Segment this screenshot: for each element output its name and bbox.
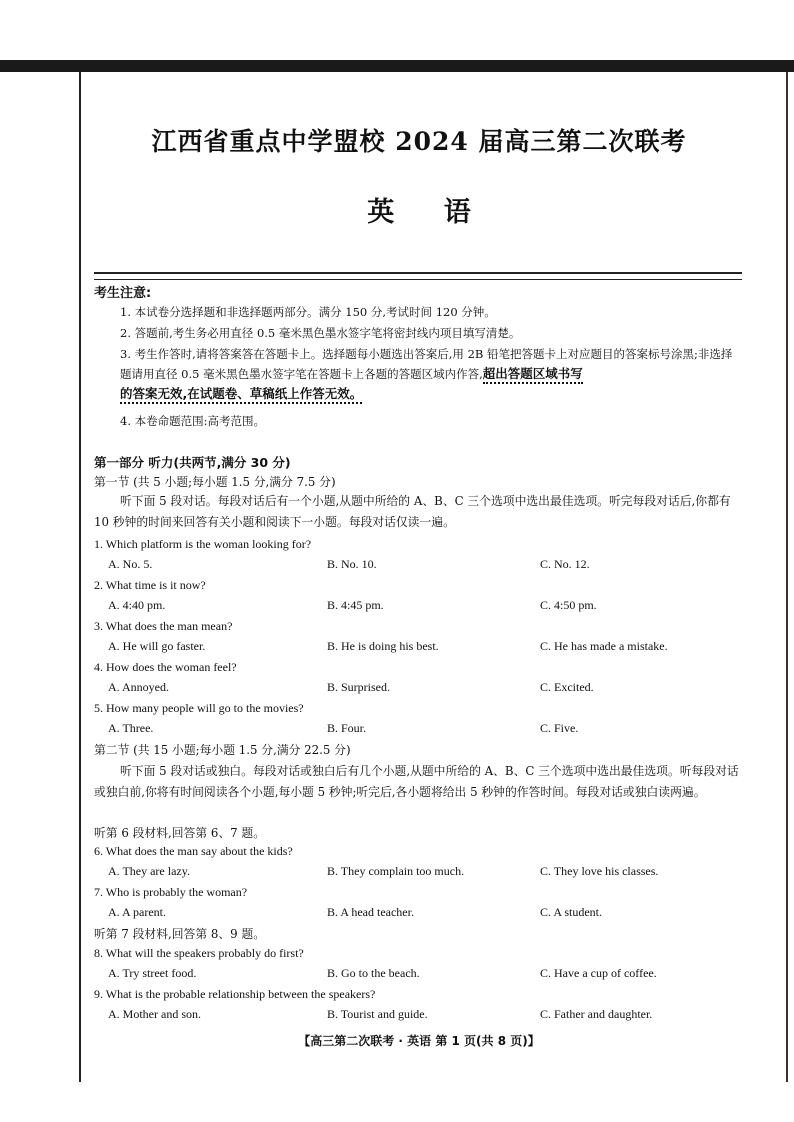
- section1-instructions: 听下面 5 段对话。每段对话后有一个小题,从题中所给的 A、B、C 三个选项中选出最佳选项。听完每段对话后,你都有 10 秒钟的时间来回答有关小题和阅读下一小题。每段对话仅读一遍。: [94, 494, 731, 529]
- notice-warning-2: 的答案无效,在试题卷、草稿纸上作答无效。: [120, 386, 362, 404]
- material-6-note: 听第 6 段材料,回答第 6、7 题。: [94, 826, 266, 840]
- question-7: 7. Who is probably the woman?: [94, 885, 248, 899]
- option-c: C. Father and daughter.: [540, 1007, 653, 1021]
- notice-item-4: 4. 本卷命题范围:高考范围。: [120, 414, 266, 428]
- option-a: A. Mother and son.: [108, 1007, 201, 1021]
- option-b: B. No. 10.: [327, 557, 377, 571]
- option-a: A. Annoyed.: [108, 680, 169, 694]
- option-c: C. No. 12.: [540, 557, 590, 571]
- notice-item-1: 1. 本试卷分选择题和非选择题两部分。满分 150 分,考试时间 120 分钟。: [120, 305, 496, 319]
- part1-heading: 第一部分 听力(共两节,满分 30 分): [94, 455, 291, 470]
- option-b: B. He is doing his best.: [327, 639, 439, 653]
- option-a: A. Three.: [108, 721, 154, 735]
- option-b: B. Tourist and guide.: [327, 1007, 428, 1021]
- question-9: 9. What is the probable relationship between the speakers?: [94, 987, 376, 1001]
- option-c: C. He has made a mistake.: [540, 639, 668, 653]
- option-b: B. Go to the beach.: [327, 966, 420, 980]
- option-a: A. No. 5.: [108, 557, 153, 571]
- option-b: B. They complain too much.: [327, 864, 465, 878]
- exam-title: 江西省重点中学盟校 2024 届高三第二次联考: [151, 127, 687, 156]
- question-5-options: [94, 721, 744, 739]
- question-5: 5. How many people will go to the movies?: [94, 701, 304, 715]
- notice-item-3: [120, 344, 742, 404]
- question-3-options: [94, 639, 744, 657]
- option-b: B. Surprised.: [327, 680, 390, 694]
- question-4-options: [94, 680, 744, 698]
- subject-title: 英 语: [367, 197, 471, 228]
- question-6: 6. What does the man say about the kids?: [94, 844, 293, 858]
- option-a: A. He will go faster.: [108, 639, 206, 653]
- scan-left-border: [79, 72, 81, 1082]
- option-a: A. Try street food.: [108, 966, 197, 980]
- option-a: A. They are lazy.: [108, 864, 190, 878]
- question-8-options: [94, 966, 744, 984]
- option-c: C. Have a cup of coffee.: [540, 966, 657, 980]
- option-a: A. 4:40 pm.: [108, 598, 166, 612]
- option-c: C. Excited.: [540, 680, 594, 694]
- notice-warning-1: 超出答题区域书写: [483, 366, 583, 384]
- question-7-options: [94, 905, 744, 923]
- notice-item-2: 2. 答题前,考生务必用直径 0.5 毫米黑色墨水签字笔将密封线内项目填写清楚。: [120, 326, 521, 340]
- material-7-note: 听第 7 段材料,回答第 8、9 题。: [94, 927, 266, 941]
- question-3: 3. What does the man mean?: [94, 619, 233, 633]
- option-b: B. A head teacher.: [327, 905, 414, 919]
- question-2: 2. What time is it now?: [94, 578, 206, 592]
- section1-heading: 第一节 (共 5 小题;每小题 1.5 分,满分 7.5 分): [94, 475, 336, 489]
- question-2-options: [94, 598, 744, 616]
- option-c: C. They love his classes.: [540, 864, 659, 878]
- section2-instructions: 听下面 5 段对话或独白。每段对话或独白后有几个小题,从题中所给的 A、B、C 三个选项中选出最佳选项。听每段对话或独白前,你将有时间阅读各个小题,每小题 5 秒钟;听完后,各小题将给出 5 秒钟的作答时间。每段对话或独白读两遍。: [94, 764, 739, 799]
- option-c: C. A student.: [540, 905, 603, 919]
- notice-item-3-text: 3. 考生作答时,请将答案答在答题卡上。选择题每小题选出答案后,用 2B 铅笔把答题卡上对应题目的答案标号涂黑;非选择题请用直径 0.5 毫米黑色墨水签字笔在答题卡上各题的答题区域内作答,: [120, 347, 733, 381]
- scan-top-border: [0, 60, 794, 72]
- question-1: 1. Which platform is the woman looking for?: [94, 537, 312, 551]
- header-divider: [94, 272, 742, 280]
- question-9-options: [94, 1007, 744, 1025]
- notice-title: 考生注意:: [94, 286, 152, 301]
- option-c: C. Five.: [540, 721, 579, 735]
- option-a: A. A parent.: [108, 905, 166, 919]
- question-1-options: [94, 557, 744, 575]
- question-6-options: [94, 864, 744, 882]
- option-b: B. Four.: [327, 721, 367, 735]
- section2-heading: 第二节 (共 15 小题;每小题 1.5 分,满分 22.5 分): [94, 743, 351, 757]
- scan-right-border: [786, 72, 788, 1082]
- question-8: 8. What will the speakers probably do first?: [94, 946, 304, 960]
- option-c: C. 4:50 pm.: [540, 598, 597, 612]
- page-footer: 【高三第二次联考 · 英语 第 1 页(共 8 页)】: [298, 1034, 540, 1048]
- option-b: B. 4:45 pm.: [327, 598, 384, 612]
- question-4: 4. How does the woman feel?: [94, 660, 237, 674]
